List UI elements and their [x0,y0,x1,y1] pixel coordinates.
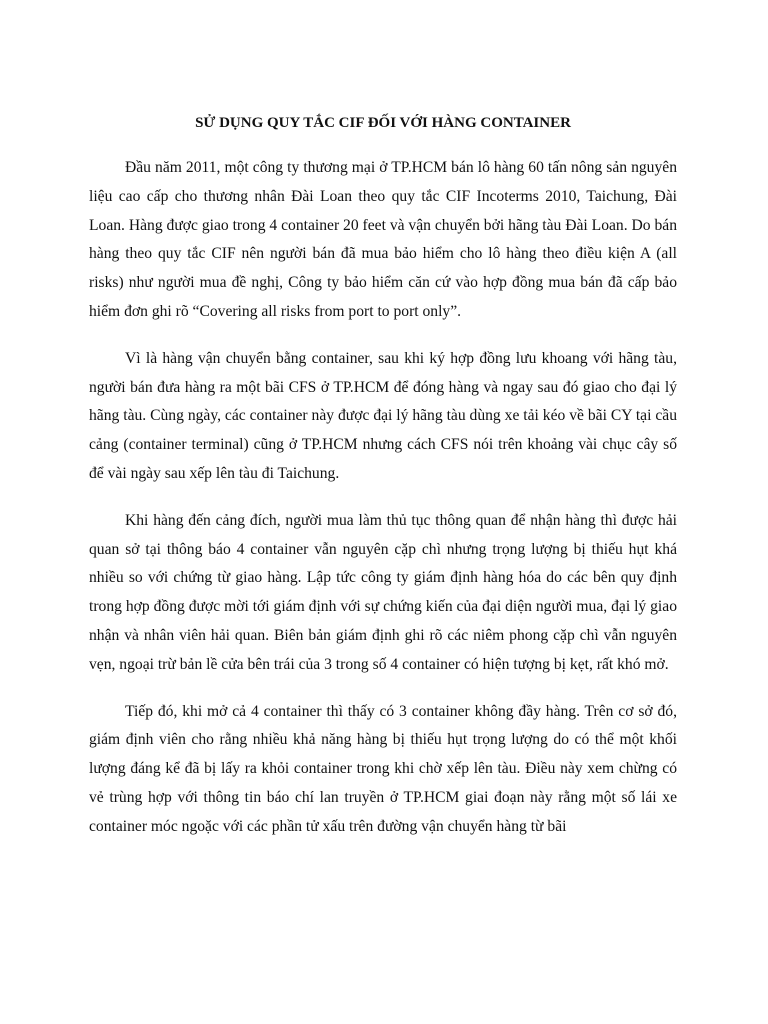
paragraph-1: Đầu năm 2011, một công ty thương mại ở TP.HCM bán lô hàng 60 tấn nông sản nguyên liệu cao cấp cho thương nhân Đài Loan theo quy tắc CIF Incoterms 2010, Taichung, Đài Loan. Hàng được giao trong 4 container 20 feet và vận chuyển bởi hãng tàu Đài Loan. Do bán hàng theo quy tắc CIF nên người bán đã mua bảo hiểm cho lô hàng theo điều kiện A (all risks) như người mua đề nghị, Công ty bảo hiểm căn cứ vào hợp đồng mua bán đã cấp bảo hiểm đơn ghi rõ “Covering all risks from port to port only”. [89,159,677,320]
document-body [89,110,677,860]
paragraph-4: Tiếp đó, khi mở cả 4 container thì thấy có 3 container không đầy hàng. Trên cơ sở đó, giám định viên cho rằng nhiều khả năng hàng bị thiếu hụt trọng lượng do có thể một khối lượng đáng kể đã bị lấy ra khỏi container trong khi chờ xếp lên tàu. Điều này xem chừng có vẻ trùng hợp với thông tin báo chí lan truyền ở TP.HCM giai đoạn này rằng một số lái xe container móc ngoặc với các phần tử xấu trên đường vận chuyển hàng từ bãi [89,702,677,835]
paragraph-3: Khi hàng đến cảng đích, người mua làm thủ tục thông quan để nhận hàng thì được hải quan sở tại thông báo 4 container vẫn nguyên cặp chì nhưng trọng lượng bị thiếu hụt khá nhiều so với chứng từ giao hàng. Lập tức công ty giám định hàng hóa do các bên quy định trong hợp đồng được mời tới giám định với sự chứng kiến của đại diện người mua, đại lý giao nhận và nhân viên hải quan. Biên bản giám định ghi rõ các niêm phong cặp chì vẫn nguyên vẹn, ngoại trừ bản lề cửa bên trái của 3 trong số 4 container có hiện tượng bị kẹt, rất khó mở. [89,511,677,673]
document-title: SỬ DỤNG QUY TẮC CIF ĐỐI VỚI HÀNG CONTAINER [195,115,571,131]
paragraph-2: Vì là hàng vận chuyển bằng container, sau khi ký hợp đồng lưu khoang với hãng tàu, người bán đưa hàng ra một bãi CFS ở TP.HCM để đóng hàng và ngay sau đó giao cho đại lý hãng tàu. Cùng ngày, các container này được đại lý hãng tàu dùng xe tải kéo về bãi CY tại cầu cảng (container terminal) cũng ở TP.HCM nhưng cách CFS nói trên khoảng vài chục cây số để vài ngày sau xếp lên tàu đi Taichung. [89,349,677,482]
